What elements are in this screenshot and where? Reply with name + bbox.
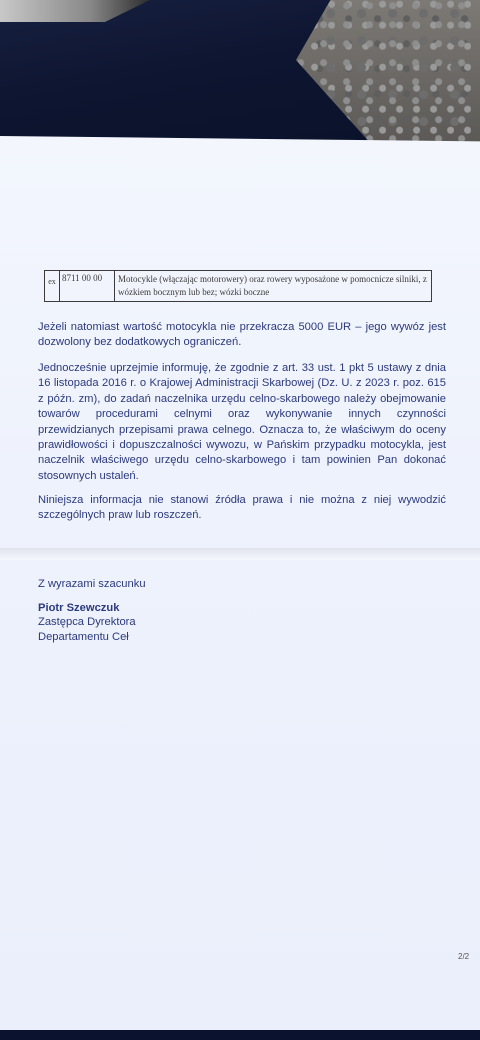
- paragraph-legal-basis: [38, 361, 446, 484]
- signatory-title-line1: Zastępca Dyrektora: [38, 616, 136, 628]
- paragraph-text: Niniejsza informacja nie stanowi źródła prawa i nie można z niej wywodzić szczególnych praw lub roszczeń.: [38, 494, 446, 522]
- cn-code-cell: 8711 00 00: [60, 271, 115, 301]
- tariff-table-row: [44, 270, 432, 302]
- code-prefix-cell: ex: [45, 271, 60, 301]
- signatory-name: Piotr Szewczuk: [38, 601, 120, 614]
- paper-fold: [0, 548, 480, 560]
- paragraph-text: Jeżeli natomiast wartość motocykla nie przekracza 5000 EUR – jego wywóz jest dozwolony bez dodatkowych ograniczeń.: [38, 321, 446, 349]
- description-cell: Motocykle (włączając motorowery) oraz rowery wyposażone w pomocnicze silniki, z wózkiem bocznym lub bez; wózki boczne: [118, 274, 427, 297]
- signature-block: [38, 577, 146, 644]
- paragraph-disclaimer: [38, 493, 446, 524]
- paragraph-text: Jednocześnie uprzejmie informuję, że zgodnie z art. 33 ust. 1 pkt 5 ustawy z dnia 16 listopada 2016 r. o Krajowej Administracji Skarbowej (Dz. U. z 2023 r. poz. 615 z późn. zm), do zadań naczelnika urzędu celno-skarbowego należy obejmowanie towarów procedurami celnymi oraz wykonywanie innych czynności przewidzianych przepisami prawa celnego. Oznacza to, że właściwym do oceny prawidłowości i dopuszczalności wywozu, w Pańskim przypadku motocykla, jest naczelnik właściwego urzędu celno-skarbowego i tam powinien Pan dokonać stosownych ustaleń.: [38, 362, 446, 482]
- bottom-edge: [0, 1030, 480, 1040]
- page-number: 2/2: [458, 952, 470, 961]
- signatory-title-line2: Departamentu Ceł: [38, 630, 129, 643]
- paragraph-value-limit: [38, 320, 446, 351]
- closing-greeting: Z wyrazami szacunku: [38, 578, 146, 590]
